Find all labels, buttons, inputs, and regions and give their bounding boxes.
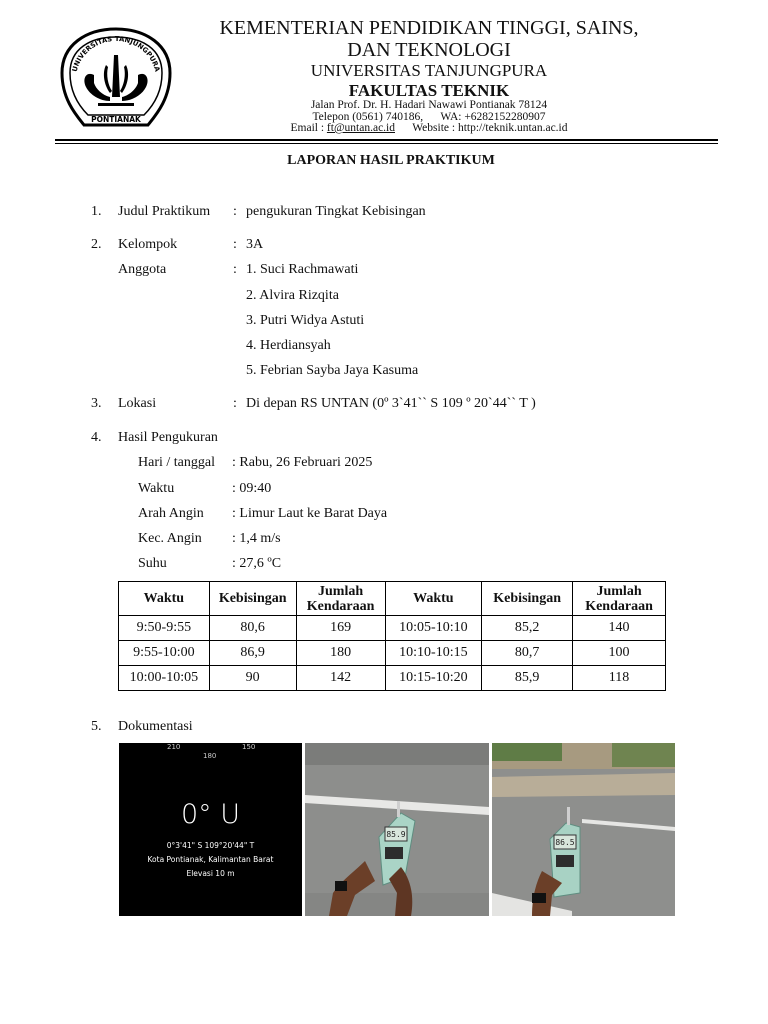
address: Jalan Prof. Dr. H. Hadari Nawawi Pontianak 78124 — [310, 99, 548, 111]
cell: 140 — [573, 616, 666, 641]
cell: 169 — [296, 616, 385, 641]
compass-coords: 0°3'41" S 109°20'44" T — [166, 841, 255, 850]
cell: 10:15-10:20 — [385, 666, 482, 691]
compass-tick-150: 150 — [242, 743, 256, 751]
email-link[interactable]: ft@untan.ac.id — [326, 122, 395, 134]
item-5-number: 5. — [91, 719, 102, 734]
member-1: 1. Suci Rachmawati — [246, 262, 359, 277]
contact-line — [45, 122, 768, 134]
university-name: UNIVERSITAS TANJUNGPURA — [310, 61, 548, 80]
header-jumlah-kendaraan: Jumlah Kendaraan — [296, 582, 385, 616]
detail-value-date: : Rabu, 26 Februari 2025 — [232, 455, 373, 470]
cell: 85,9 — [482, 666, 573, 691]
cell: 80,6 — [209, 616, 296, 641]
sound-meter-photo-1 — [305, 743, 489, 916]
cell: 85,2 — [482, 616, 573, 641]
sound-meter-photo-2 — [492, 743, 675, 916]
logo-ring-text: UNIVERSITAS TANJUNGPURA — [70, 34, 162, 73]
item-3-number: 3. — [91, 396, 102, 411]
item-2-value: 3A — [246, 237, 264, 252]
item-4-number: 4. — [91, 430, 102, 445]
item-2-label: Kelompok — [118, 237, 178, 252]
table-row — [119, 666, 666, 691]
item-1-number: 1. — [91, 204, 102, 219]
member-3: 3. Putri Widya Astuti — [246, 313, 365, 328]
cell: 86,9 — [209, 641, 296, 666]
compass-place: Kota Pontianak, Kalimantan Barat — [147, 855, 274, 864]
cell: 118 — [573, 666, 666, 691]
cell: 90 — [209, 666, 296, 691]
cell: 180 — [296, 641, 385, 666]
detail-value-wind-speed: : 1,4 m/s — [232, 531, 281, 546]
item-2-number: 2. — [91, 237, 102, 252]
member-5: 5. Febrian Sayba Jaya Kasuma — [246, 363, 419, 378]
faculty-name: FAKULTAS TEKNIK — [348, 81, 510, 100]
cell: 10:05-10:10 — [385, 616, 482, 641]
header-kebisingan: Kebisingan — [209, 582, 296, 616]
detail-label-time: Waktu — [138, 481, 175, 496]
detail-label-temp: Suhu — [138, 556, 167, 571]
cell: 80,7 — [482, 641, 573, 666]
detail-value-wind-dir: : Limur Laut ke Barat Daya — [232, 506, 388, 521]
email-label: Email : — [290, 122, 327, 134]
header-waktu: Waktu — [119, 582, 210, 616]
cell: 10:10-10:15 — [385, 641, 482, 666]
cell: 9:50-9:55 — [119, 616, 210, 641]
cell: 10:00-10:05 — [119, 666, 210, 691]
detail-label-date: Hari / tanggal — [138, 455, 215, 470]
compass-elevation: Elevasi 10 m — [186, 869, 235, 878]
header-waktu-2: Waktu — [385, 582, 482, 616]
header-rule-thin — [55, 143, 718, 144]
header-rule-thick — [55, 139, 718, 141]
anggota-label: Anggota — [118, 262, 167, 277]
meter-2-display: 86.5 — [555, 838, 575, 847]
compass-tick-180: 180 — [203, 752, 217, 760]
cell: 9:55-10:00 — [119, 641, 210, 666]
compass-heading: 0° U — [180, 799, 241, 830]
header-jumlah-kendaraan-2: Jumlah Kendaraan — [573, 582, 666, 616]
item-3-value: Di depan RS UNTAN (0º 3`41`` S 109 º 20`44`` T ) — [246, 396, 536, 411]
ministry-line-1: KEMENTERIAN PENDIDIKAN TINGGI, SAINS, — [219, 17, 639, 39]
item-1-label: Judul Praktikum — [118, 204, 211, 219]
detail-value-temp: : 27,6 ºC — [232, 556, 282, 571]
report-title: LAPORAN HASIL PRAKTIKUM — [287, 153, 495, 168]
item-1-colon: : — [233, 204, 237, 219]
header-kebisingan-2: Kebisingan — [482, 582, 573, 616]
compass-tick-210: 210 — [167, 743, 181, 751]
item-5-label: Dokumentasi — [118, 719, 193, 734]
cell: 142 — [296, 666, 385, 691]
item-4-label: Hasil Pengukuran — [118, 430, 218, 445]
member-4: 4. Herdiansyah — [246, 338, 331, 353]
cell: 100 — [573, 641, 666, 666]
ministry-line-2: DAN TEKNOLOGI — [347, 39, 511, 61]
item-2-colon: : — [233, 237, 237, 252]
meter-1-display: 85.9 — [386, 830, 406, 839]
table-row — [119, 641, 666, 666]
table-header-row — [119, 582, 666, 616]
results-table — [118, 581, 666, 691]
whatsapp: WA: +6282152280907 — [440, 111, 546, 123]
detail-label-wind-dir: Arah Angin — [138, 506, 204, 521]
detail-value-time: : 09:40 — [232, 481, 272, 496]
website: Website : http://teknik.untan.ac.id — [412, 122, 568, 134]
table-row — [119, 616, 666, 641]
item-3-colon: : — [233, 396, 237, 411]
item-3-label: Lokasi — [118, 396, 157, 411]
detail-label-wind-speed: Kec. Angin — [138, 531, 202, 546]
phone: Telepon (0561) 740186, — [312, 111, 424, 123]
compass-photo — [119, 743, 302, 916]
logo-bottom-text: PONTIANAK — [91, 115, 141, 124]
item-1-value: pengukuran Tingkat Kebisingan — [246, 204, 426, 219]
anggota-colon: : — [233, 262, 237, 277]
member-2: 2. Alvira Rizqita — [246, 288, 339, 303]
